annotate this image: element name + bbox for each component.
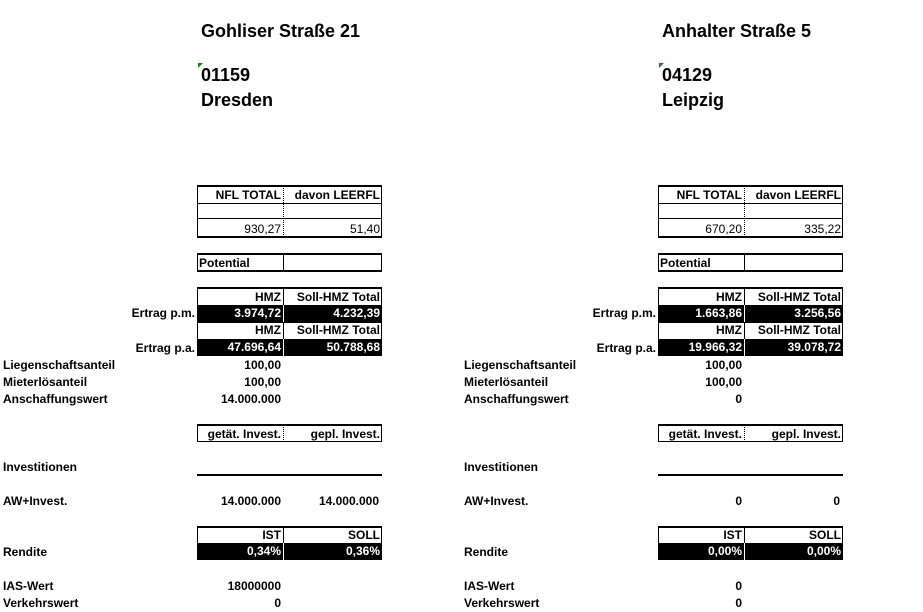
pm-right-border [381,287,382,305]
rendite-divider [744,526,745,543]
mieterloes-label: Mieterlösanteil [3,375,88,389]
zip-code: 01159 [201,65,251,85]
liegenschaft-value: 100,00 [244,358,281,372]
potential-bottom-border [658,270,843,272]
potential-left-border [658,253,659,271]
pm-hmz-header: HMZ [255,290,281,304]
ertrag-pa-label: Ertrag p.a. [135,341,195,355]
pm-top-border [197,287,382,289]
aw-invest-done: 14.000.000 [220,494,281,508]
anschaffung-value: 0 [735,392,742,406]
rendite-ist-value: 0,00% [658,543,744,560]
ias-value: 0 [735,579,742,593]
invest-bottom-border [658,441,843,442]
pa-hmz-header: HMZ [255,323,281,337]
aw-invest-done: 0 [735,494,742,508]
rendite-divider [283,526,284,543]
liegenschaft-value: 100,00 [705,358,742,372]
anschaffung-label: Anschaffungswert [464,392,569,406]
property-panel-left [0,0,460,612]
potential-top-border [658,253,843,255]
nfl-mid-border [197,203,382,204]
verkehrswert-value: 0 [274,596,281,610]
nfl-mid-border-2 [658,218,843,219]
pm-soll-header: Soll-HMZ Total [757,290,841,304]
nfl-total-header: NFL TOTAL [676,188,742,202]
ias-label: IAS-Wert [464,579,515,593]
pm-divider [283,287,284,305]
rendite-ist-value: 0,34% [197,543,283,560]
nfl-mid-border-2 [197,218,382,219]
nfl-bottom-border [197,236,382,238]
mieterloes-label: Mieterlösanteil [464,375,549,389]
potential-divider [744,253,745,271]
ertrag-pm-hmz: 3.974,72 [197,305,283,322]
potential-bottom-border [197,270,382,272]
ertrag-pa-hmz: 19.966,32 [658,339,744,356]
rendite-label: Rendite [3,545,48,559]
mieterloes-value: 100,00 [244,375,281,389]
ertrag-pa-soll: 39.078,72 [745,339,843,356]
pm-soll-header: Soll-HMZ Total [296,290,380,304]
nfl-leerfl-header: davon LEERFL [755,188,841,202]
invest-bottom-border [197,441,382,442]
pa-divider [744,322,745,339]
pm-right-border [842,287,843,305]
potential-label: Potential [199,256,250,270]
invest-planned-header: gepl. Invest. [771,427,841,441]
invest-right-border [381,424,382,442]
invest-left-border [658,424,659,442]
potential-divider [283,253,284,271]
aw-invest-planned: 0 [833,494,840,508]
pa-left-border [197,322,198,339]
pa-divider [283,322,284,339]
rendite-soll-value: 0,00% [745,543,843,560]
rendite-right-border [842,526,843,543]
rendite-ist-header: IST [262,528,281,542]
nfl-mid-border [658,203,843,204]
invest-divider [744,424,745,442]
pm-left-border [658,287,659,305]
ertrag-pm-label: Ertrag p.m. [592,306,656,320]
investitionen-label: Investitionen [464,460,539,474]
nfl-leerfl-value: 335,22 [804,222,841,236]
invest-planned-header: gepl. Invest. [310,427,380,441]
invest-done-header: getät. Invest. [207,427,281,441]
ias-value: 18000000 [227,579,281,593]
pa-hmz-header: HMZ [716,323,742,337]
property-panel-right [461,0,921,612]
invest-done-header: getät. Invest. [668,427,742,441]
pm-divider [744,287,745,305]
nfl-bottom-border [658,236,843,238]
nfl-right-border [842,185,843,237]
rendite-left-border [197,526,198,543]
potential-top-border [197,253,382,255]
liegenschaft-label: Liegenschaftsanteil [3,358,116,372]
nfl-total-value: 670,20 [705,222,742,236]
nfl-leerfl-header: davon LEERFL [294,188,380,202]
city-name: Dresden [201,90,274,110]
potential-right-border [381,253,382,271]
verkehrswert-label: Verkehrswert [3,596,79,610]
ias-label: IAS-Wert [3,579,54,593]
investitionen-line [197,474,382,476]
pa-soll-header: Soll-HMZ Total [296,323,380,337]
ertrag-pm-label: Ertrag p.m. [131,306,195,320]
potential-label: Potential [660,256,711,270]
ertrag-pa-soll: 50.788,68 [284,339,382,356]
nfl-top-border [658,185,843,187]
rendite-soll-header: SOLL [348,528,380,542]
nfl-total-value: 930,27 [244,222,281,236]
invest-top-border [197,424,382,426]
invest-divider [283,424,284,442]
pm-left-border [197,287,198,305]
investitionen-label: Investitionen [3,460,78,474]
city-name: Leipzig [662,90,724,110]
verkehrswert-label: Verkehrswert [464,596,540,610]
ertrag-pm-hmz: 1.663,86 [658,305,744,322]
pa-right-border [842,322,843,339]
rendite-label: Rendite [464,545,509,559]
liegenschaft-label: Liegenschaftsanteil [464,358,577,372]
aw-invest-label: AW+Invest. [464,494,529,508]
verkehrswert-value: 0 [735,596,742,610]
pm-hmz-header: HMZ [716,290,742,304]
nfl-divider [283,185,284,237]
potential-left-border [197,253,198,271]
nfl-left-border [197,185,198,237]
nfl-left-border [658,185,659,237]
mieterloes-value: 100,00 [705,375,742,389]
rendite-soll-value: 0,36% [284,543,382,560]
nfl-top-border [197,185,382,187]
pa-right-border [381,322,382,339]
aw-invest-planned: 14.000.000 [318,494,379,508]
pm-top-border [658,287,843,289]
ertrag-pm-soll: 4.232,39 [284,305,382,322]
potential-right-border [842,253,843,271]
pa-soll-header: Soll-HMZ Total [757,323,841,337]
nfl-total-header: NFL TOTAL [215,188,281,202]
invest-left-border [197,424,198,442]
anschaffung-value: 14.000.000 [220,392,281,406]
zip-code: 04129 [662,65,713,85]
rendite-soll-header: SOLL [809,528,841,542]
anschaffung-label: Anschaffungswert [3,392,108,406]
rendite-ist-header: IST [723,528,742,542]
aw-invest-label: AW+Invest. [3,494,68,508]
ertrag-pa-hmz: 47.696,64 [197,339,283,356]
ertrag-pm-soll: 3.256,56 [745,305,843,322]
nfl-leerfl-value: 51,40 [349,222,380,236]
nfl-divider [744,185,745,237]
rendite-left-border [658,526,659,543]
street-address: Gohliser Straße 21 [201,21,361,41]
pa-left-border [658,322,659,339]
rendite-right-border [381,526,382,543]
nfl-right-border [381,185,382,237]
invest-right-border [842,424,843,442]
street-address: Anhalter Straße 5 [662,21,812,41]
ertrag-pa-label: Ertrag p.a. [596,341,656,355]
investitionen-line [658,474,843,476]
invest-top-border [658,424,843,426]
